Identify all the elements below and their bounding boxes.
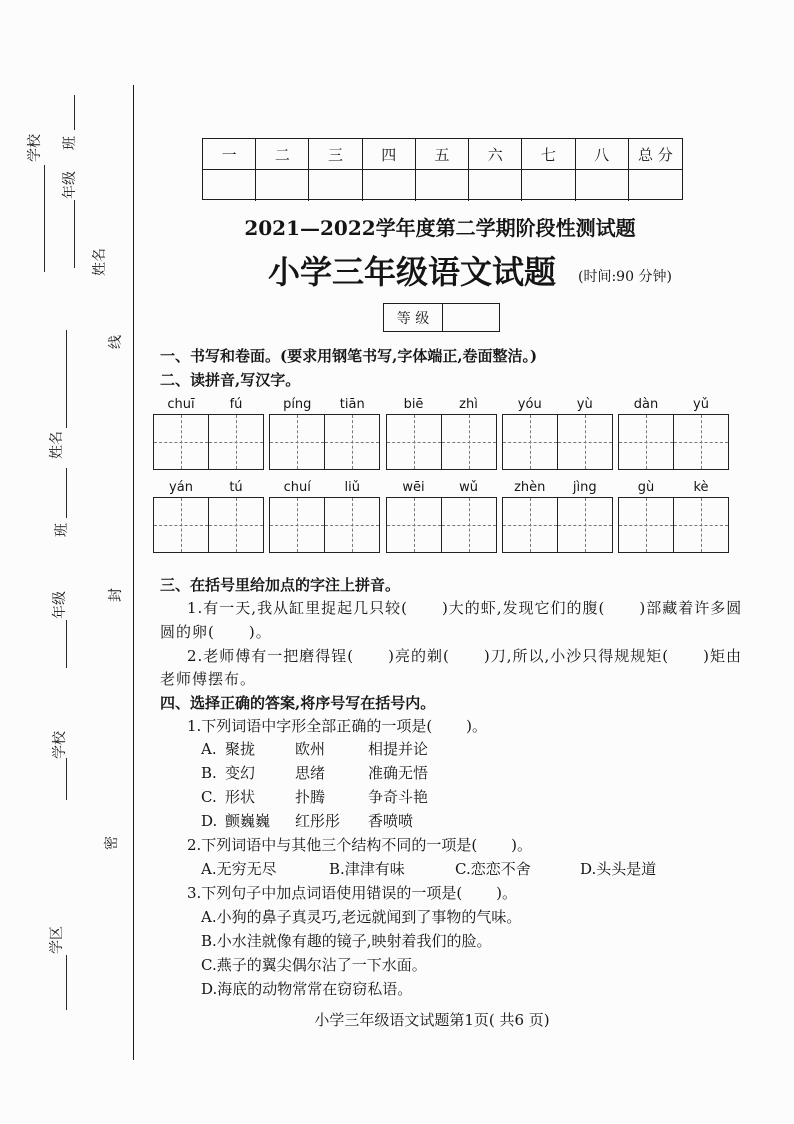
text-segment: )。 — [511, 836, 533, 854]
text-segment: 1.有一天,我从缸里捉起几只较( — [187, 599, 408, 617]
writing-grid-cell — [386, 414, 442, 470]
pinyin-label: jìng — [572, 480, 597, 495]
score-entry-cell — [629, 170, 682, 201]
pinyin-label: tú — [229, 480, 243, 495]
score-header-cell: 八 — [576, 139, 629, 170]
option-letter: A. — [201, 740, 217, 758]
score-entry-cell — [256, 170, 309, 201]
term-title: 2021—2022学年度第二学期阶段性测试题 — [244, 216, 636, 240]
pinyin-label: wǔ — [459, 480, 478, 495]
option: D.头头是道 — [580, 860, 657, 878]
pinyin-label: tiān — [339, 397, 365, 412]
text-segment: )。 — [496, 884, 518, 902]
question-2-prompt — [187, 835, 532, 855]
text-segment: )大的虾,发现它们的腹( — [441, 599, 606, 617]
margin-grade-label: 年级 — [62, 171, 78, 199]
fill-line — [44, 165, 45, 272]
option-letter: B. — [201, 764, 217, 782]
score-header-cell: 六 — [469, 139, 522, 170]
writing-grid-cell — [153, 497, 209, 553]
writing-grid-cell — [618, 414, 674, 470]
section-3-heading: 三、在括号里给加点的字注上拼音。 — [160, 576, 401, 594]
pinyin-label: kè — [693, 480, 709, 495]
pinyin-label: yù — [576, 397, 593, 412]
score-header-cell: 五 — [416, 139, 469, 170]
page-footer: 小学三年级语文试题第1页( 共6 页) — [314, 1011, 550, 1029]
option-word: 颤巍巍 — [225, 812, 271, 830]
margin-name-label: 姓名 — [92, 248, 108, 276]
writing-grid-cell — [502, 414, 558, 470]
text-segment: )矩由 — [703, 647, 742, 665]
writing-grid-cell — [208, 414, 264, 470]
exam-title: 小学三年级语文试题 — [268, 253, 557, 291]
fill-line — [66, 620, 67, 668]
question-1-prompt — [187, 716, 487, 736]
option-word: 形状 — [225, 788, 256, 806]
text-segment: )部藏着许多圆 — [639, 599, 743, 617]
seal-secret-mark: 密 — [104, 836, 120, 850]
grade-box — [383, 303, 500, 332]
grade-label: 等 级 — [384, 304, 443, 331]
pinyin-label: dàn — [633, 397, 659, 412]
fill-line — [74, 200, 75, 268]
score-header-cell: 一 — [203, 139, 256, 170]
margin-district-label: 学区 — [49, 926, 65, 954]
writing-grid-cell — [153, 414, 209, 470]
text-segment: 老师傅摆布。 — [160, 670, 257, 688]
writing-grid-cell — [208, 497, 264, 553]
pinyin-label: píng — [283, 397, 312, 412]
option-word: 争奇斗艳 — [368, 788, 429, 806]
section-3-item-2-line-1 — [187, 646, 742, 666]
margin-school-label: 学校 — [52, 731, 68, 759]
score-header-cell: 三 — [309, 139, 362, 170]
pinyin-label: fú — [229, 397, 243, 412]
option: A.小狗的鼻子真灵巧,老远就闻到了事物的气味。 — [201, 908, 522, 926]
fill-line — [66, 468, 67, 518]
writing-grid-cell — [441, 497, 497, 553]
writing-grid-cell — [673, 414, 729, 470]
score-entry-cell — [363, 170, 416, 201]
pinyin-label: chuí — [283, 480, 311, 495]
option-word: 相提并论 — [368, 740, 429, 758]
text-segment: )刀,所以,小沙只得规规矩( — [483, 647, 670, 665]
time-limit-note: (时间:90 分钟) — [578, 269, 672, 285]
section-3-item-2-line-2 — [160, 669, 256, 689]
option-word: 变幻 — [225, 764, 256, 782]
writing-grid-cell — [618, 497, 674, 553]
grade-value-cell — [443, 304, 499, 331]
pinyin-label: yóu — [517, 397, 542, 412]
margin-class-label: 班 — [62, 136, 78, 150]
text-segment: )。 — [248, 623, 272, 641]
text-segment: 圆的卵( — [160, 623, 215, 641]
score-table — [202, 138, 683, 200]
text-segment: 2.老师傅有一把磨得锃( — [187, 647, 355, 665]
score-entry-cell — [576, 170, 629, 201]
margin-name-label: 姓名 — [49, 431, 65, 459]
option-word: 准确无悟 — [368, 764, 429, 782]
writing-grid-cell — [386, 497, 442, 553]
score-entry-cell — [522, 170, 575, 201]
writing-grid-cell — [441, 414, 497, 470]
pinyin-label: yán — [169, 480, 193, 495]
pinyin-label: gù — [637, 480, 655, 495]
writing-grid-cell — [557, 497, 613, 553]
section-3-item-1-line-1 — [187, 598, 742, 618]
score-entry-cell — [416, 170, 469, 201]
text-segment: )亮的剃( — [388, 647, 450, 665]
margin-class-label: 班 — [54, 523, 70, 537]
fill-line — [66, 955, 67, 1010]
score-header-cell: 总 分 — [629, 139, 682, 170]
fill-line — [66, 758, 67, 800]
option-word: 欧州 — [295, 740, 326, 758]
option: B.小水洼就像有趣的镜子,映射着我们的脸。 — [201, 932, 492, 950]
option-word: 香喷喷 — [368, 812, 414, 830]
option-word: 红彤彤 — [295, 812, 341, 830]
section-1-heading: 一、书写和卷面。(要求用钢笔书写,字体端正,卷面整洁。) — [160, 347, 538, 365]
writing-grid-cell — [269, 497, 325, 553]
pinyin-label: yǔ — [693, 397, 709, 412]
option: C.燕子的翼尖偶尔沾了一下水面。 — [201, 956, 427, 974]
text-segment: )。 — [466, 717, 488, 735]
score-entry-cell — [469, 170, 522, 201]
option: C.恋恋不舍 — [455, 860, 531, 878]
option-word: 思绪 — [295, 764, 326, 782]
pinyin-label: zhèn — [514, 480, 546, 495]
writing-grid-cell — [673, 497, 729, 553]
text-segment: 3.下列句子中加点词语使用错误的一项是( — [187, 884, 463, 902]
pinyin-label: biē — [403, 397, 424, 412]
writing-grid-cell — [324, 414, 380, 470]
pinyin-label: chuī — [167, 397, 195, 412]
section-3-item-1-line-2 — [160, 622, 272, 642]
text-segment: 1.下列词语中字形全部正确的一项是( — [187, 717, 433, 735]
option-letter: D. — [201, 812, 218, 830]
option: D.海底的动物常常在窃窃私语。 — [201, 980, 413, 998]
margin-school-label: 学校 — [27, 134, 43, 162]
margin-grade-label: 年级 — [52, 591, 68, 619]
option: B.津津有味 — [329, 860, 405, 878]
option-word: 扑腾 — [295, 788, 326, 806]
text-segment: 2.下列词语中与其他三个结构不同的一项是( — [187, 836, 478, 854]
option: A.无穷无尽 — [201, 860, 277, 878]
option-word: 聚拢 — [225, 740, 256, 758]
score-header-cell: 七 — [522, 139, 575, 170]
pinyin-label: liǔ — [344, 480, 360, 495]
section-2-heading: 二、读拼音,写汉字。 — [160, 371, 301, 389]
writing-grid-cell — [557, 414, 613, 470]
score-header-cell: 二 — [256, 139, 309, 170]
section-4-heading: 四、选择正确的答案,将序号写在括号内。 — [160, 694, 436, 712]
score-entry-cell — [309, 170, 362, 201]
question-3-prompt — [187, 883, 517, 903]
fill-line — [66, 330, 67, 428]
binding-line — [133, 85, 134, 1060]
pinyin-label: zhì — [459, 397, 478, 412]
score-entry-cell — [203, 170, 256, 201]
score-header-cell: 四 — [363, 139, 416, 170]
option-letter: C. — [201, 788, 217, 806]
writing-grid-cell — [502, 497, 558, 553]
writing-grid-cell — [324, 497, 380, 553]
seal-line-mark: 线 — [108, 335, 124, 349]
seal-seal-mark: 封 — [108, 588, 124, 602]
pinyin-label: wēi — [402, 480, 425, 495]
writing-grid-cell — [269, 414, 325, 470]
fill-line — [74, 95, 75, 130]
